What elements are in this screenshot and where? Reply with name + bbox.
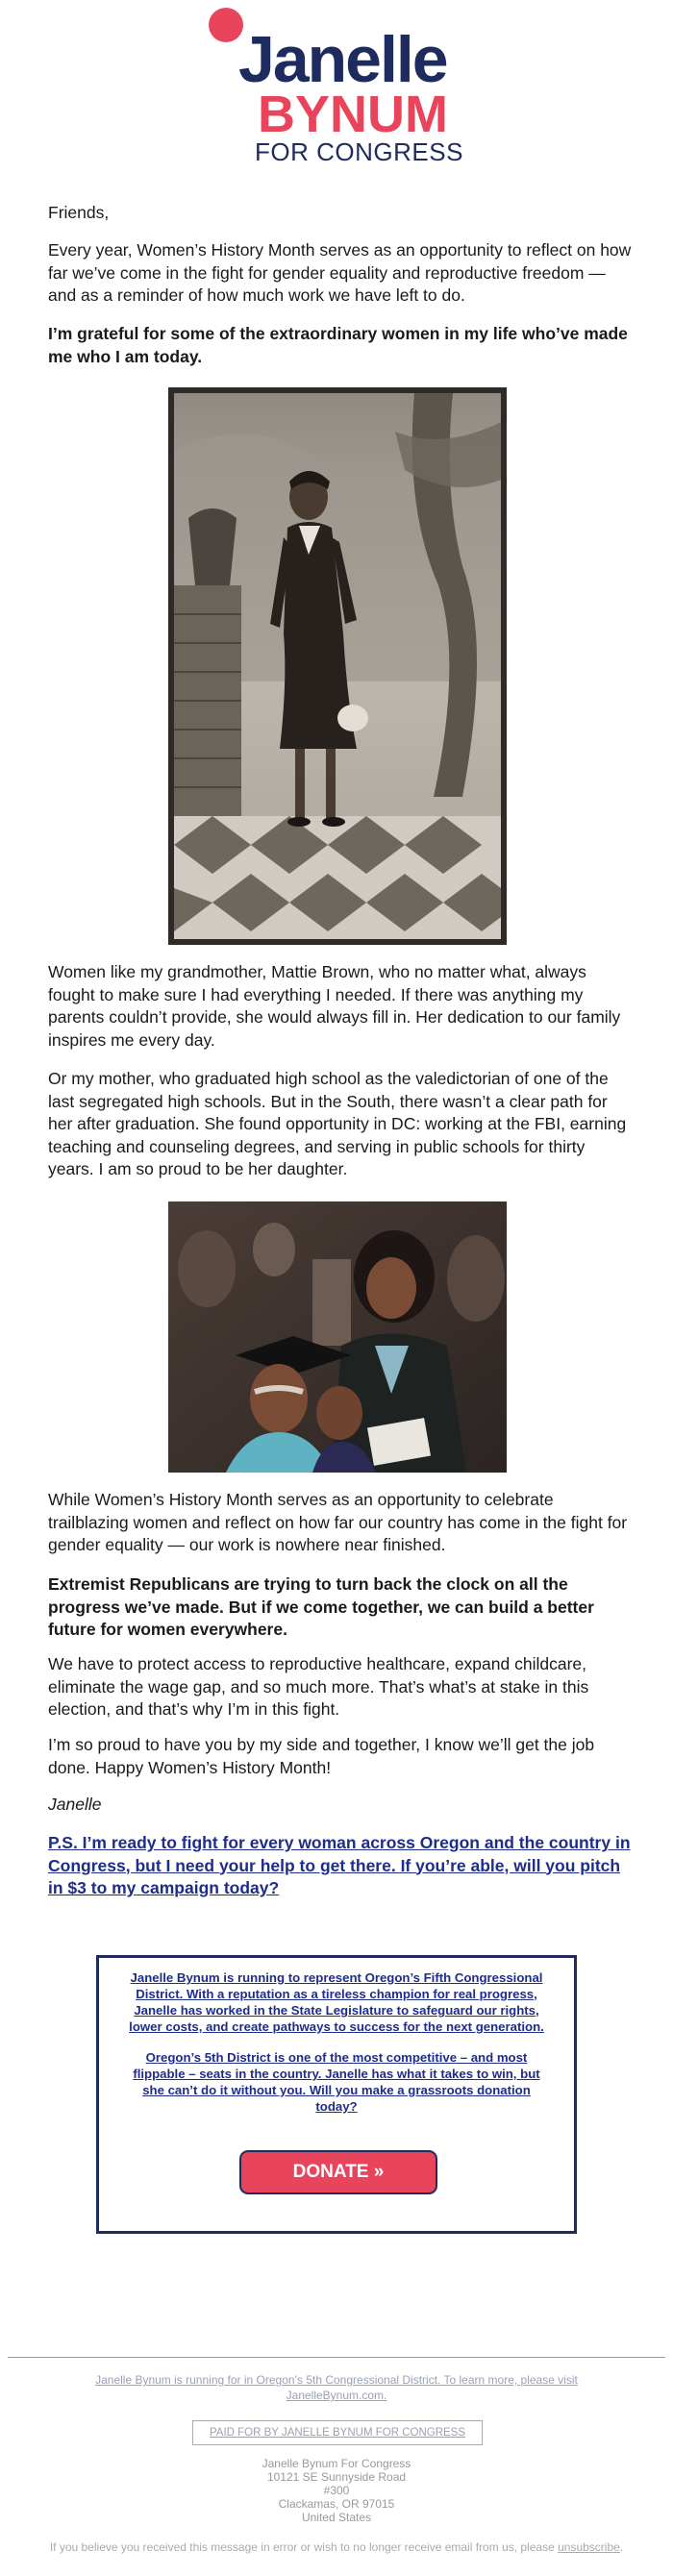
paid-for-disclaimer[interactable]: PAID FOR BY JANELLE BYNUM FOR CONGRESS <box>192 2420 483 2445</box>
donate-box-appeal-link[interactable]: Oregon’s 5th District is one of the most competitive – and most flippable – seats in the country. Janelle has what it takes to win, but she can’t do it without you. Will you make a grassroots donation today? <box>133 2050 540 2114</box>
paragraph-celebrate: While Women’s History Month serves as an opportunity to celebrate trailblazing women and reflect on how far our country has come in the fight for gender equality — our work is nowhere near finished. <box>48 1490 628 1554</box>
donate-button[interactable]: DONATE » <box>239 2150 437 2194</box>
address-line-5: United States <box>301 2511 372 2524</box>
unsubscribe-suffix: . <box>619 2540 624 2554</box>
footer-info-link[interactable]: Janelle Bynum is running for in Oregon’s 5th Congressional District. To learn more, please visit JanelleBynum.com. <box>95 2373 578 2402</box>
paragraph-intro: Every year, Women’s History Month serves as an opportunity to reflect on how far we’ve come in the fight for gender equality and reproductive freedom — and as a reminder of how much work we have left to do. <box>48 240 632 305</box>
unsubscribe-prefix: If you believe you received this message in error or wish to no longer receive email from us, please <box>49 2540 559 2554</box>
greeting: Friends, <box>48 203 110 222</box>
paragraph-extremists: Extremist Republicans are trying to turn back the clock on all the progress we’ve made. But if we come together, we can build a better future for women everywhere. <box>48 1574 594 1639</box>
address-line-4: Clackamas, OR 97015 <box>278 2497 395 2511</box>
unsubscribe-link[interactable]: unsubscribe <box>558 2540 620 2554</box>
address-line-1: Janelle Bynum For Congress <box>262 2457 411 2470</box>
donate-box-bio-link[interactable]: Janelle Bynum is running to represent Oregon’s Fifth Congressional District. With a reputation as a tireless champion for real progress, Janelle has worked in the State Legislature to safeguard our rights, lower costs, and create pathways to success for the next generation. <box>129 1970 544 2034</box>
campaign-logo[interactable] <box>0 0 673 173</box>
paragraph-proud: I’m so proud to have you by my side and together, I know we’ll get the job done. Happy Women’s History Month! <box>48 1735 595 1777</box>
grandmother-photo <box>168 387 507 945</box>
ps-donate-link[interactable]: P.S. I’m ready to fight for every woman across Oregon and the country in Congress, but I need your help to get there. If you’re able, will you pitch in $3 to my campaign today? <box>48 1833 631 1897</box>
graduation-photo <box>168 1201 507 1473</box>
paragraph-mother: Or my mother, who graduated high school as the valedictorian of one of the last segregated high schools. But in the South, there wasn’t a clear path for her after graduation. She found opportunity in DC: working at the FBI, earning teaching and counseling degrees, and serving in public schools for thirty years. I am so proud to be her daughter. <box>48 1069 627 1178</box>
logo-first-name: Janelle <box>238 23 447 96</box>
logo-tagline: FOR CONGRESS <box>255 137 463 166</box>
donate-box <box>96 1955 577 2234</box>
paragraph-grateful: I’m grateful for some of the extraordinary women in my life who’ve made me who I am today. <box>48 324 628 366</box>
address-line-3: #300 <box>323 2484 350 2497</box>
unsubscribe-notice <box>19 2540 654 2554</box>
footer-divider <box>8 2357 665 2358</box>
logo-last-name: BYNUM <box>258 86 448 143</box>
address-line-2: 10121 SE Sunnyside Road <box>266 2470 407 2484</box>
paragraph-grandmother: Women like my grandmother, Mattie Brown, who no matter what, always fought to make sure I had everything I needed. If there was anything my parents couldn’t provide, she would always fill in. Her dedication to our family inspires me every day. <box>48 962 621 1050</box>
signoff: Janelle <box>48 1795 102 1814</box>
paragraph-stakes: We have to protect access to reproductive healthcare, expand childcare, eliminate the wage gap, and so much more. That’s what’s at stake in this election, and that’s why I’m in this fight. <box>48 1654 589 1719</box>
